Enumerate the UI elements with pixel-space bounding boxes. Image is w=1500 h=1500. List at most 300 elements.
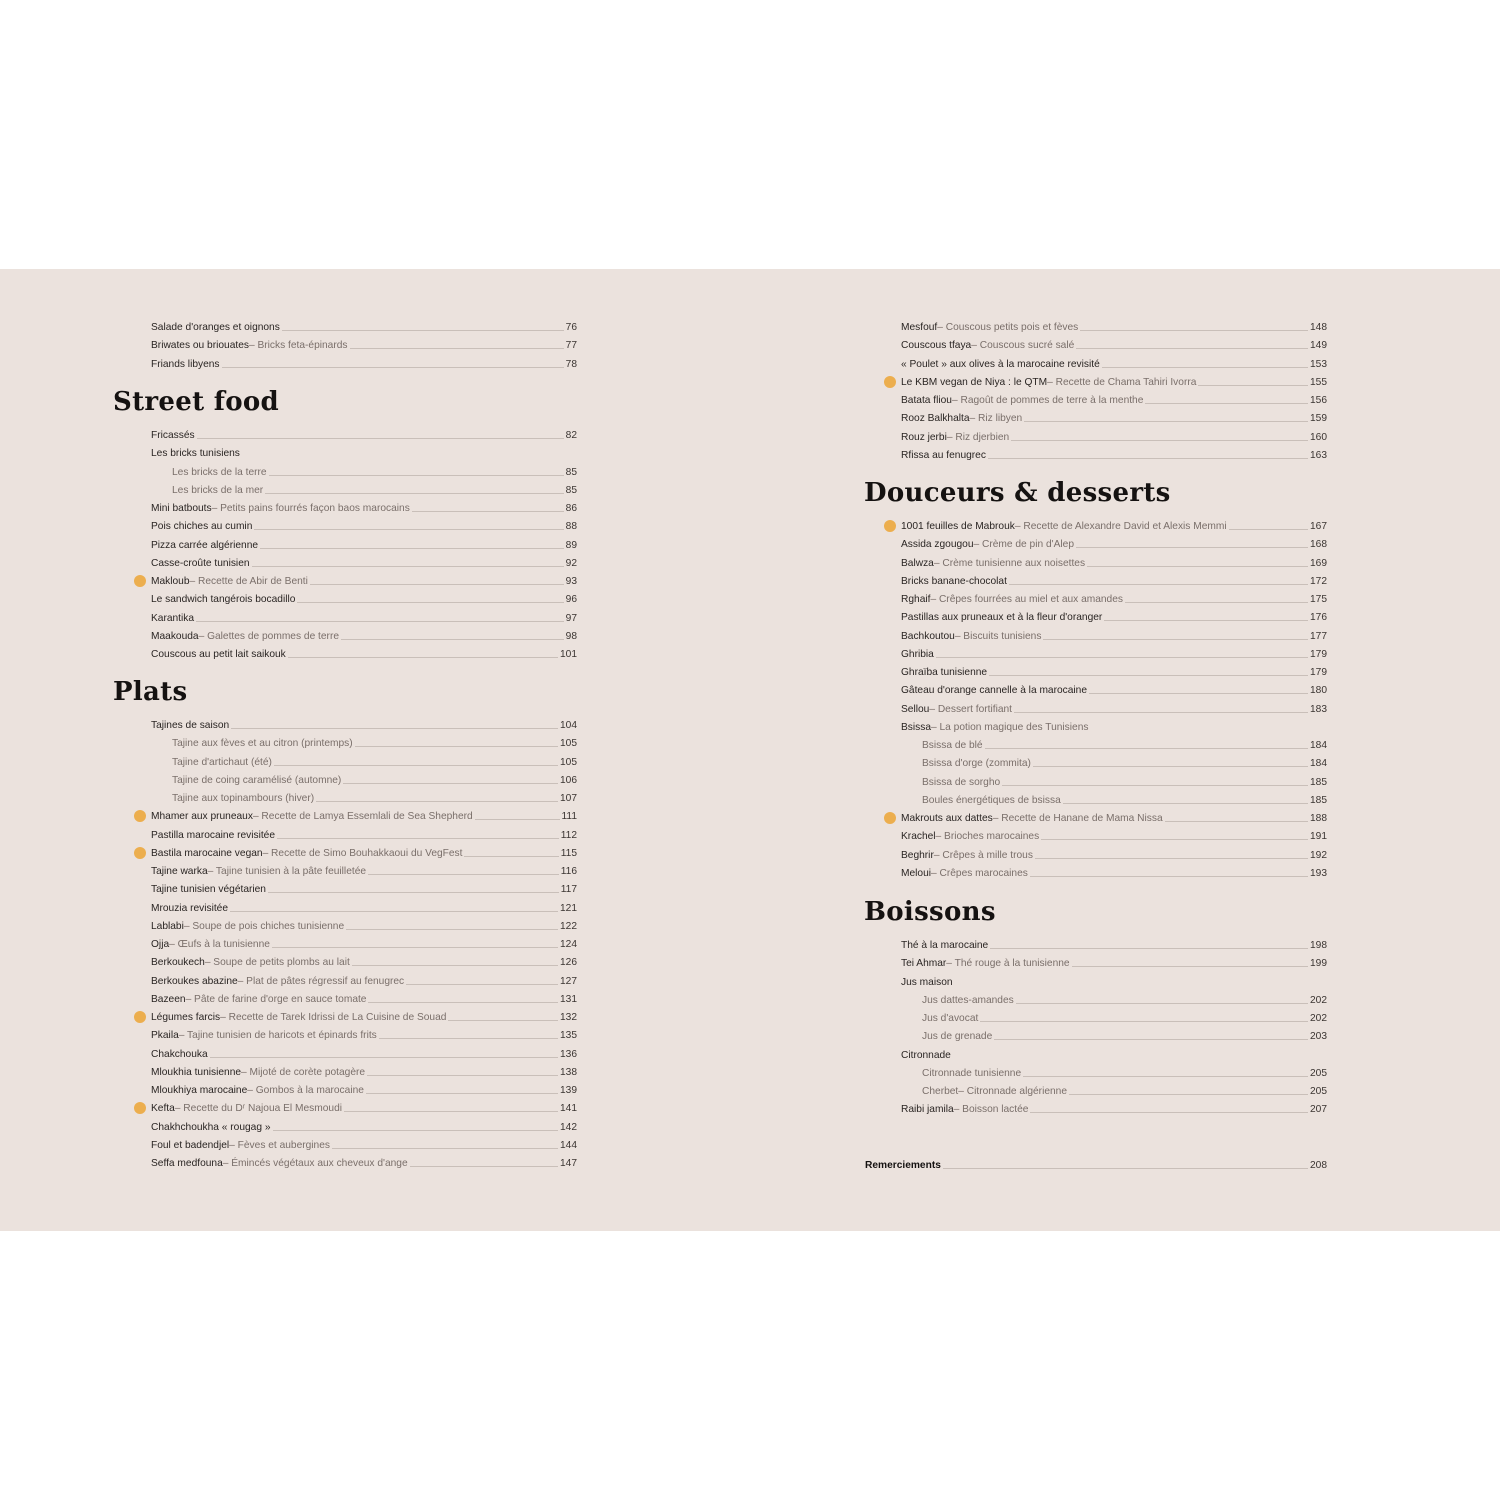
toc-entry[interactable] xyxy=(922,1080,1327,1098)
toc-entry[interactable] xyxy=(922,989,1327,1007)
dot-leader xyxy=(268,892,559,893)
entry-subtitle: – Soupe de petits plombs au lait xyxy=(204,957,350,969)
entry-title: Chakhchoukha « rougag » xyxy=(151,1121,271,1133)
toc-entry[interactable] xyxy=(172,732,577,750)
dot-leader xyxy=(1035,858,1308,859)
dot-leader xyxy=(1016,1003,1308,1004)
dot-leader xyxy=(936,657,1308,658)
entry-title: Pastillas aux pruneaux et à la fleur d'oranger xyxy=(901,612,1103,624)
toc-entry[interactable] xyxy=(901,807,1327,825)
toc-entry[interactable] xyxy=(151,1006,577,1024)
entry-subtitle: – Ragoût de pommes de terre à la menthe xyxy=(951,395,1144,406)
page-number: 147 xyxy=(560,1158,577,1169)
dot-leader xyxy=(412,511,564,512)
toc-entry[interactable] xyxy=(172,751,577,769)
entry-subtitle: – Crêpes marocaines xyxy=(931,867,1028,879)
toc-entry[interactable] xyxy=(151,897,577,915)
dot-leader xyxy=(274,765,558,766)
entry-title: Les bricks de la mer xyxy=(172,484,264,496)
dot-leader xyxy=(368,1002,558,1003)
toc-entry[interactable] xyxy=(922,771,1327,789)
page-number: 207 xyxy=(1310,1104,1327,1116)
entry-subtitle: – Recette du Dʳ Najoua El Mesmoudi xyxy=(174,1103,343,1115)
page-number: 78 xyxy=(565,358,577,370)
page-number: 159 xyxy=(1310,413,1327,425)
entry-title: Balwza xyxy=(901,557,934,569)
page-number: 193 xyxy=(1310,867,1327,879)
toc-entry[interactable] xyxy=(151,988,577,1006)
dot-leader xyxy=(1080,330,1308,331)
page-number: 184 xyxy=(1310,740,1327,751)
entry-subtitle: – Gombos à la marocaine xyxy=(247,1085,364,1096)
toc-entry[interactable] xyxy=(922,734,1327,752)
entry-title: Kefta xyxy=(151,1103,175,1115)
toc-entry[interactable] xyxy=(151,497,577,515)
dot-leader xyxy=(943,1168,1308,1169)
entry-title: Mrouzia revisitée xyxy=(151,902,228,914)
entry-subtitle: – Brioches marocaines xyxy=(935,831,1040,843)
entry-subtitle: – Recette de Abir de Benti xyxy=(189,576,308,587)
toc-entry[interactable] xyxy=(151,316,577,334)
toc-entry[interactable] xyxy=(151,933,577,951)
toc-entry[interactable] xyxy=(901,934,1327,952)
dot-leader xyxy=(985,748,1308,749)
dot-leader xyxy=(1087,566,1308,567)
page-number: 121 xyxy=(560,902,577,914)
dot-leader xyxy=(1076,348,1308,349)
page-number: 124 xyxy=(560,939,577,950)
dot-leader xyxy=(230,911,558,912)
toc-entry[interactable] xyxy=(151,915,577,933)
page-number: 167 xyxy=(1310,521,1327,532)
toc-entry[interactable] xyxy=(901,570,1327,588)
toc-entry[interactable] xyxy=(901,1044,1327,1062)
toc-entry[interactable] xyxy=(901,716,1327,734)
entry-title: Tajine d'artichaut (été) xyxy=(172,756,272,768)
toc-entry[interactable] xyxy=(901,661,1327,679)
entry-subtitle: – Riz libyen xyxy=(969,413,1023,425)
dot-leader xyxy=(1009,584,1308,585)
toc-entry[interactable] xyxy=(901,353,1327,371)
dot-leader xyxy=(464,856,558,857)
dot-leader xyxy=(352,965,558,966)
page-number: 141 xyxy=(560,1103,577,1115)
contributor-recipe-dot-icon xyxy=(134,575,146,587)
dot-leader xyxy=(288,657,558,658)
page-number: 144 xyxy=(560,1139,577,1151)
entry-subtitle: – Recette de Hanane de Mama Nissa xyxy=(992,813,1163,824)
dot-leader xyxy=(332,1148,558,1149)
entry-subtitle: – Bricks feta-épinards xyxy=(248,340,348,352)
toc-entry[interactable] xyxy=(151,1024,577,1042)
entry-subtitle: – Tajine tunisien de haricots et épinards frits xyxy=(178,1030,377,1042)
contributor-recipe-dot-icon xyxy=(134,1102,146,1114)
page-number: 96 xyxy=(565,594,577,606)
entry-title: Friands libyens xyxy=(151,358,220,370)
toc-entry[interactable] xyxy=(922,1025,1327,1043)
entry-title: Bsissa d'orge (zommita) xyxy=(922,758,1031,770)
dot-leader xyxy=(210,1057,558,1058)
entry-subtitle: – Dessert fortifiant xyxy=(929,703,1012,715)
dot-leader xyxy=(269,475,564,476)
toc-entry[interactable] xyxy=(901,533,1327,551)
toc-entry[interactable] xyxy=(901,389,1327,407)
page-number: 105 xyxy=(560,738,577,750)
toc-entry[interactable] xyxy=(151,1097,577,1115)
toc-entry[interactable] xyxy=(901,444,1327,462)
entry-subtitle: – Recette de Simo Bouhakkaoui du VegFest xyxy=(262,847,463,859)
entry-title: Couscous au petit lait saikouk xyxy=(151,649,286,660)
dot-leader xyxy=(254,529,563,530)
toc-entry[interactable] xyxy=(151,424,577,442)
dot-leader xyxy=(1072,966,1308,967)
dot-leader xyxy=(1030,1112,1308,1113)
entry-title: Tajine aux topinambours (hiver) xyxy=(172,793,315,804)
page-number: 111 xyxy=(561,811,577,823)
toc-entry[interactable] xyxy=(901,371,1327,389)
toc-entry[interactable] xyxy=(172,769,577,787)
toc-entry[interactable] xyxy=(901,971,1327,989)
page-number: 85 xyxy=(565,484,577,496)
entry-title: Meloui xyxy=(901,867,932,879)
dot-leader xyxy=(273,1130,558,1131)
contributor-recipe-dot-icon xyxy=(884,376,896,388)
dot-leader xyxy=(989,675,1308,676)
toc-entry[interactable] xyxy=(151,625,577,643)
page-number: 92 xyxy=(565,557,577,569)
entry-title: Salade d'oranges et oignons xyxy=(151,322,280,333)
entry-title: Assida zgougou xyxy=(901,539,974,551)
toc-entry[interactable] xyxy=(901,643,1327,661)
entry-subtitle: – Biscuits tunisiens xyxy=(954,630,1042,642)
page-number: 160 xyxy=(1310,431,1327,443)
toc-entry[interactable] xyxy=(151,714,577,732)
dot-leader xyxy=(355,746,558,747)
entry-title: Couscous tfaya xyxy=(901,340,972,352)
page-number: 112 xyxy=(560,829,577,841)
entry-title: Pois chiches au cumin xyxy=(151,521,253,533)
entry-title: Cherbet xyxy=(922,1086,959,1097)
page-number: 77 xyxy=(565,340,577,352)
entry-title: Makrouts aux dattes xyxy=(901,813,993,824)
page-number: 199 xyxy=(1310,958,1327,970)
entry-title: Makloub xyxy=(151,576,190,587)
dot-leader xyxy=(252,566,564,567)
toc-entry[interactable] xyxy=(151,1152,577,1170)
entry-title: Les bricks tunisiens xyxy=(151,448,240,460)
page-number: 172 xyxy=(1310,575,1327,587)
toc-entry[interactable] xyxy=(151,805,577,823)
page-number: 117 xyxy=(560,884,577,896)
toc-entry[interactable] xyxy=(901,552,1327,570)
toc-entry[interactable] xyxy=(901,426,1327,444)
page-number: 148 xyxy=(1310,322,1327,333)
toc-entry[interactable] xyxy=(151,1061,577,1079)
dot-leader xyxy=(1063,803,1308,804)
entry-title: Le KBM vegan de Niya : le QTM xyxy=(901,376,1048,388)
entry-title: 1001 feuilles de Mabrouk xyxy=(901,521,1015,532)
page-number: 93 xyxy=(565,576,577,587)
dot-leader xyxy=(1011,440,1308,441)
entry-title: Bsissa de blé xyxy=(922,740,983,751)
toc-entry[interactable] xyxy=(151,607,577,625)
page-number: 104 xyxy=(560,720,577,731)
dot-leader xyxy=(1030,876,1308,877)
entry-title: Boules énergétiques de bsissa xyxy=(922,794,1061,806)
page-number: 107 xyxy=(560,793,577,804)
dot-leader xyxy=(1145,403,1308,404)
entry-title: Le sandwich tangérois bocadillo xyxy=(151,594,296,606)
page-number: 82 xyxy=(565,430,577,441)
page-number: 153 xyxy=(1310,358,1327,370)
contributor-recipe-dot-icon xyxy=(134,1011,146,1023)
dot-leader xyxy=(988,458,1308,459)
dot-leader xyxy=(343,783,558,784)
toc-entry[interactable] xyxy=(901,515,1327,533)
entry-title: Bsissa de sorgho xyxy=(922,776,1001,788)
page-number: 76 xyxy=(565,322,577,333)
page-number: 175 xyxy=(1310,594,1327,605)
entry-title: Citronnade tunisienne xyxy=(922,1067,1022,1079)
section-heading-street-food: Street food xyxy=(113,387,279,417)
dot-leader xyxy=(406,984,558,985)
page-number: 177 xyxy=(1310,630,1327,642)
dot-leader xyxy=(196,621,564,622)
page-number: 132 xyxy=(560,1012,577,1023)
entry-subtitle: – Couscous petits pois et fèves xyxy=(937,322,1079,333)
toc-entry[interactable] xyxy=(151,970,577,988)
entry-title: Rouz jerbi xyxy=(901,431,947,443)
toc-entry[interactable] xyxy=(901,679,1327,697)
toc-entry[interactable] xyxy=(922,1007,1327,1025)
page-number: 202 xyxy=(1310,994,1327,1006)
dot-leader xyxy=(341,639,564,640)
toc-entry[interactable] xyxy=(901,334,1327,352)
entry-title: Briwates ou briouates xyxy=(151,340,249,352)
toc-entry[interactable] xyxy=(151,1043,577,1061)
page-number: 188 xyxy=(1310,813,1327,824)
toc-entry[interactable] xyxy=(151,552,577,570)
entry-title: Bazeen xyxy=(151,993,186,1005)
entry-title: Ghribia xyxy=(901,648,934,660)
toc-entry[interactable] xyxy=(172,787,577,805)
entry-title: Karantika xyxy=(151,612,195,624)
page-number: 98 xyxy=(565,630,577,642)
dot-leader xyxy=(297,602,563,603)
toc-entry[interactable] xyxy=(901,625,1327,643)
entry-title: Beghrir xyxy=(901,849,934,861)
dot-leader xyxy=(475,819,560,820)
toc-entry[interactable] xyxy=(901,952,1327,970)
toc-entry[interactable] xyxy=(151,334,577,352)
toc-entry[interactable] xyxy=(151,951,577,969)
page-number: 176 xyxy=(1310,612,1327,624)
dot-leader xyxy=(1076,547,1308,548)
dot-leader xyxy=(1104,620,1308,621)
toc-entry[interactable] xyxy=(922,752,1327,770)
page-number: 205 xyxy=(1310,1067,1327,1079)
page-number: 89 xyxy=(565,539,577,551)
toc-entry[interactable] xyxy=(901,316,1327,334)
entry-title: Tajine aux fèves et au citron (printemps) xyxy=(172,738,353,750)
entry-subtitle: – Émincés végétaux aux cheveux d'ange xyxy=(222,1158,408,1169)
dot-leader xyxy=(980,1021,1308,1022)
entry-title: Bsissa xyxy=(901,721,932,733)
entry-title: Ghraïba tunisienne xyxy=(901,667,988,678)
entry-title: Raibi jamila xyxy=(901,1104,954,1116)
section-heading-boissons: Boissons xyxy=(864,897,996,927)
entry-subtitle: – Recette de Alexandre David et Alexis Memmi xyxy=(1014,521,1227,532)
dot-leader xyxy=(1229,529,1308,530)
toc-entry[interactable] xyxy=(901,1098,1327,1116)
entry-title: Rghaif xyxy=(901,594,931,605)
entry-title: Mesfouf xyxy=(901,322,938,333)
page-number: 97 xyxy=(565,612,577,624)
page-number: 149 xyxy=(1310,340,1327,352)
toc-entry[interactable] xyxy=(151,515,577,533)
entry-title: Fricassés xyxy=(151,430,195,441)
dot-leader xyxy=(368,874,559,875)
toc-entry[interactable] xyxy=(151,353,577,371)
toc-entry[interactable] xyxy=(151,878,577,896)
entry-subtitle: – Couscous sucré salé xyxy=(971,340,1075,352)
entry-subtitle: – Petits pains fourrés façon baos marocains xyxy=(211,503,410,514)
page-number: 101 xyxy=(560,649,577,660)
dot-leader xyxy=(1102,367,1308,368)
dot-leader xyxy=(277,838,559,839)
page-number: 86 xyxy=(565,503,577,514)
entry-subtitle: – Soupe de pois chiches tunisienne xyxy=(183,920,345,932)
dot-leader xyxy=(1165,821,1308,822)
page-number: 106 xyxy=(560,774,577,786)
toc-entry[interactable] xyxy=(151,442,577,460)
page-number: 179 xyxy=(1310,667,1327,678)
entry-subtitle: – Galettes de pommes de terre xyxy=(198,630,340,642)
entry-subtitle: – Recette de Chama Tahiri Ivorra xyxy=(1047,376,1197,388)
dot-leader xyxy=(1089,693,1308,694)
dot-leader xyxy=(1125,602,1308,603)
toc-entry[interactable] xyxy=(901,407,1327,425)
page-number: 142 xyxy=(560,1121,577,1133)
entry-subtitle: – Crème tunisienne aux noisettes xyxy=(933,557,1086,569)
dot-leader xyxy=(1023,1076,1308,1077)
entry-title: Berkoukes abazine xyxy=(151,975,238,987)
entry-subtitle: – Recette de Lamya Essemlali de Sea Shepherd xyxy=(252,811,473,823)
page-number: 183 xyxy=(1310,703,1327,715)
entry-title: Foul et badendjel xyxy=(151,1139,230,1151)
entry-subtitle: – Citronnade algérienne xyxy=(958,1086,1067,1097)
entry-subtitle: – La potion magique des Tunisiens xyxy=(931,721,1089,733)
dot-leader xyxy=(1014,712,1308,713)
entry-title: Bachkoutou xyxy=(901,630,955,642)
entry-title: Rooz Balkhalta xyxy=(901,413,970,425)
page-number: 198 xyxy=(1310,940,1327,951)
entry-title: Tajine de coing caramélisé (automne) xyxy=(172,774,342,786)
dot-leader xyxy=(1002,785,1308,786)
entry-title: Pastilla marocaine revisitée xyxy=(151,829,276,841)
toc-entry[interactable] xyxy=(151,1134,577,1152)
toc-entry[interactable] xyxy=(922,1062,1327,1080)
page-number: 185 xyxy=(1310,794,1327,806)
toc-entry-remerciements[interactable] xyxy=(865,1154,1327,1172)
toc-entry[interactable] xyxy=(901,825,1327,843)
entry-title: Bastila marocaine vegan xyxy=(151,847,263,859)
toc-entry[interactable] xyxy=(151,588,577,606)
entry-title: Maakouda xyxy=(151,630,199,642)
entry-subtitle: – Tajine tunisien à la pâte feuilletée xyxy=(207,866,367,877)
toc-entry[interactable] xyxy=(901,606,1327,624)
dot-leader xyxy=(310,584,564,585)
dot-leader xyxy=(1024,421,1308,422)
toc-entry[interactable] xyxy=(901,862,1327,880)
toc-entry[interactable] xyxy=(901,698,1327,716)
dot-leader xyxy=(366,1093,558,1094)
section-heading-douceurs-desserts: Douceurs & desserts xyxy=(864,478,1171,508)
page-number: 202 xyxy=(1310,1013,1327,1024)
page-number: 185 xyxy=(1310,776,1327,788)
toc-entry[interactable] xyxy=(151,1079,577,1097)
toc-entry[interactable] xyxy=(172,461,577,479)
entry-title: Bricks banane-chocolat xyxy=(901,575,1007,587)
dot-leader xyxy=(222,367,564,368)
toc-entry[interactable] xyxy=(151,1116,577,1134)
entry-subtitle: – Crème de pin d'Alep xyxy=(973,539,1074,551)
toc-entry[interactable] xyxy=(901,588,1327,606)
dot-leader xyxy=(1069,1094,1308,1095)
page-number: 203 xyxy=(1310,1031,1327,1043)
dot-leader xyxy=(346,929,558,930)
entry-title: Gâteau d'orange cannelle à la marocaine xyxy=(901,685,1088,697)
page-number: 139 xyxy=(560,1085,577,1096)
toc-entry[interactable] xyxy=(151,842,577,860)
entry-title: Mloukhia tunisienne xyxy=(151,1066,242,1078)
page-number: 180 xyxy=(1310,685,1327,697)
entry-title: Tei Ahmar xyxy=(901,958,947,970)
contributor-recipe-dot-icon xyxy=(884,812,896,824)
dot-leader xyxy=(344,1111,558,1112)
toc-entry[interactable] xyxy=(151,824,577,842)
entry-subtitle: – Thé rouge à la tunisienne xyxy=(946,958,1070,970)
entry-title: Citronnade xyxy=(901,1049,951,1061)
page-number: 131 xyxy=(560,993,577,1005)
entry-subtitle: – Crêpes à mille trous xyxy=(933,849,1033,861)
dot-leader xyxy=(1198,385,1308,386)
toc-entry[interactable] xyxy=(922,789,1327,807)
toc-entry[interactable] xyxy=(151,534,577,552)
entry-title: Les bricks de la terre xyxy=(172,466,267,478)
dot-leader xyxy=(379,1038,558,1039)
dot-leader xyxy=(367,1075,558,1076)
page-number: 169 xyxy=(1310,557,1327,569)
entry-title: Tajines de saison xyxy=(151,720,230,731)
book-spread xyxy=(0,269,1500,1231)
toc-entry[interactable] xyxy=(901,844,1327,862)
contributor-recipe-dot-icon xyxy=(134,847,146,859)
entry-title: Mini batbouts xyxy=(151,503,212,514)
entry-title: Seffa medfouna xyxy=(151,1158,223,1169)
toc-entry[interactable] xyxy=(151,570,577,588)
page-number: 122 xyxy=(560,920,577,932)
page-number: 136 xyxy=(560,1048,577,1060)
page-number: 168 xyxy=(1310,539,1327,551)
entry-title: Lablabi xyxy=(151,920,184,932)
toc-entry[interactable] xyxy=(151,860,577,878)
entry-title: Mhamer aux pruneaux xyxy=(151,811,253,823)
section-heading-plats: Plats xyxy=(113,677,188,707)
toc-entry[interactable] xyxy=(172,479,577,497)
entry-title: Krachel xyxy=(901,831,936,843)
toc-entry[interactable] xyxy=(151,643,577,661)
